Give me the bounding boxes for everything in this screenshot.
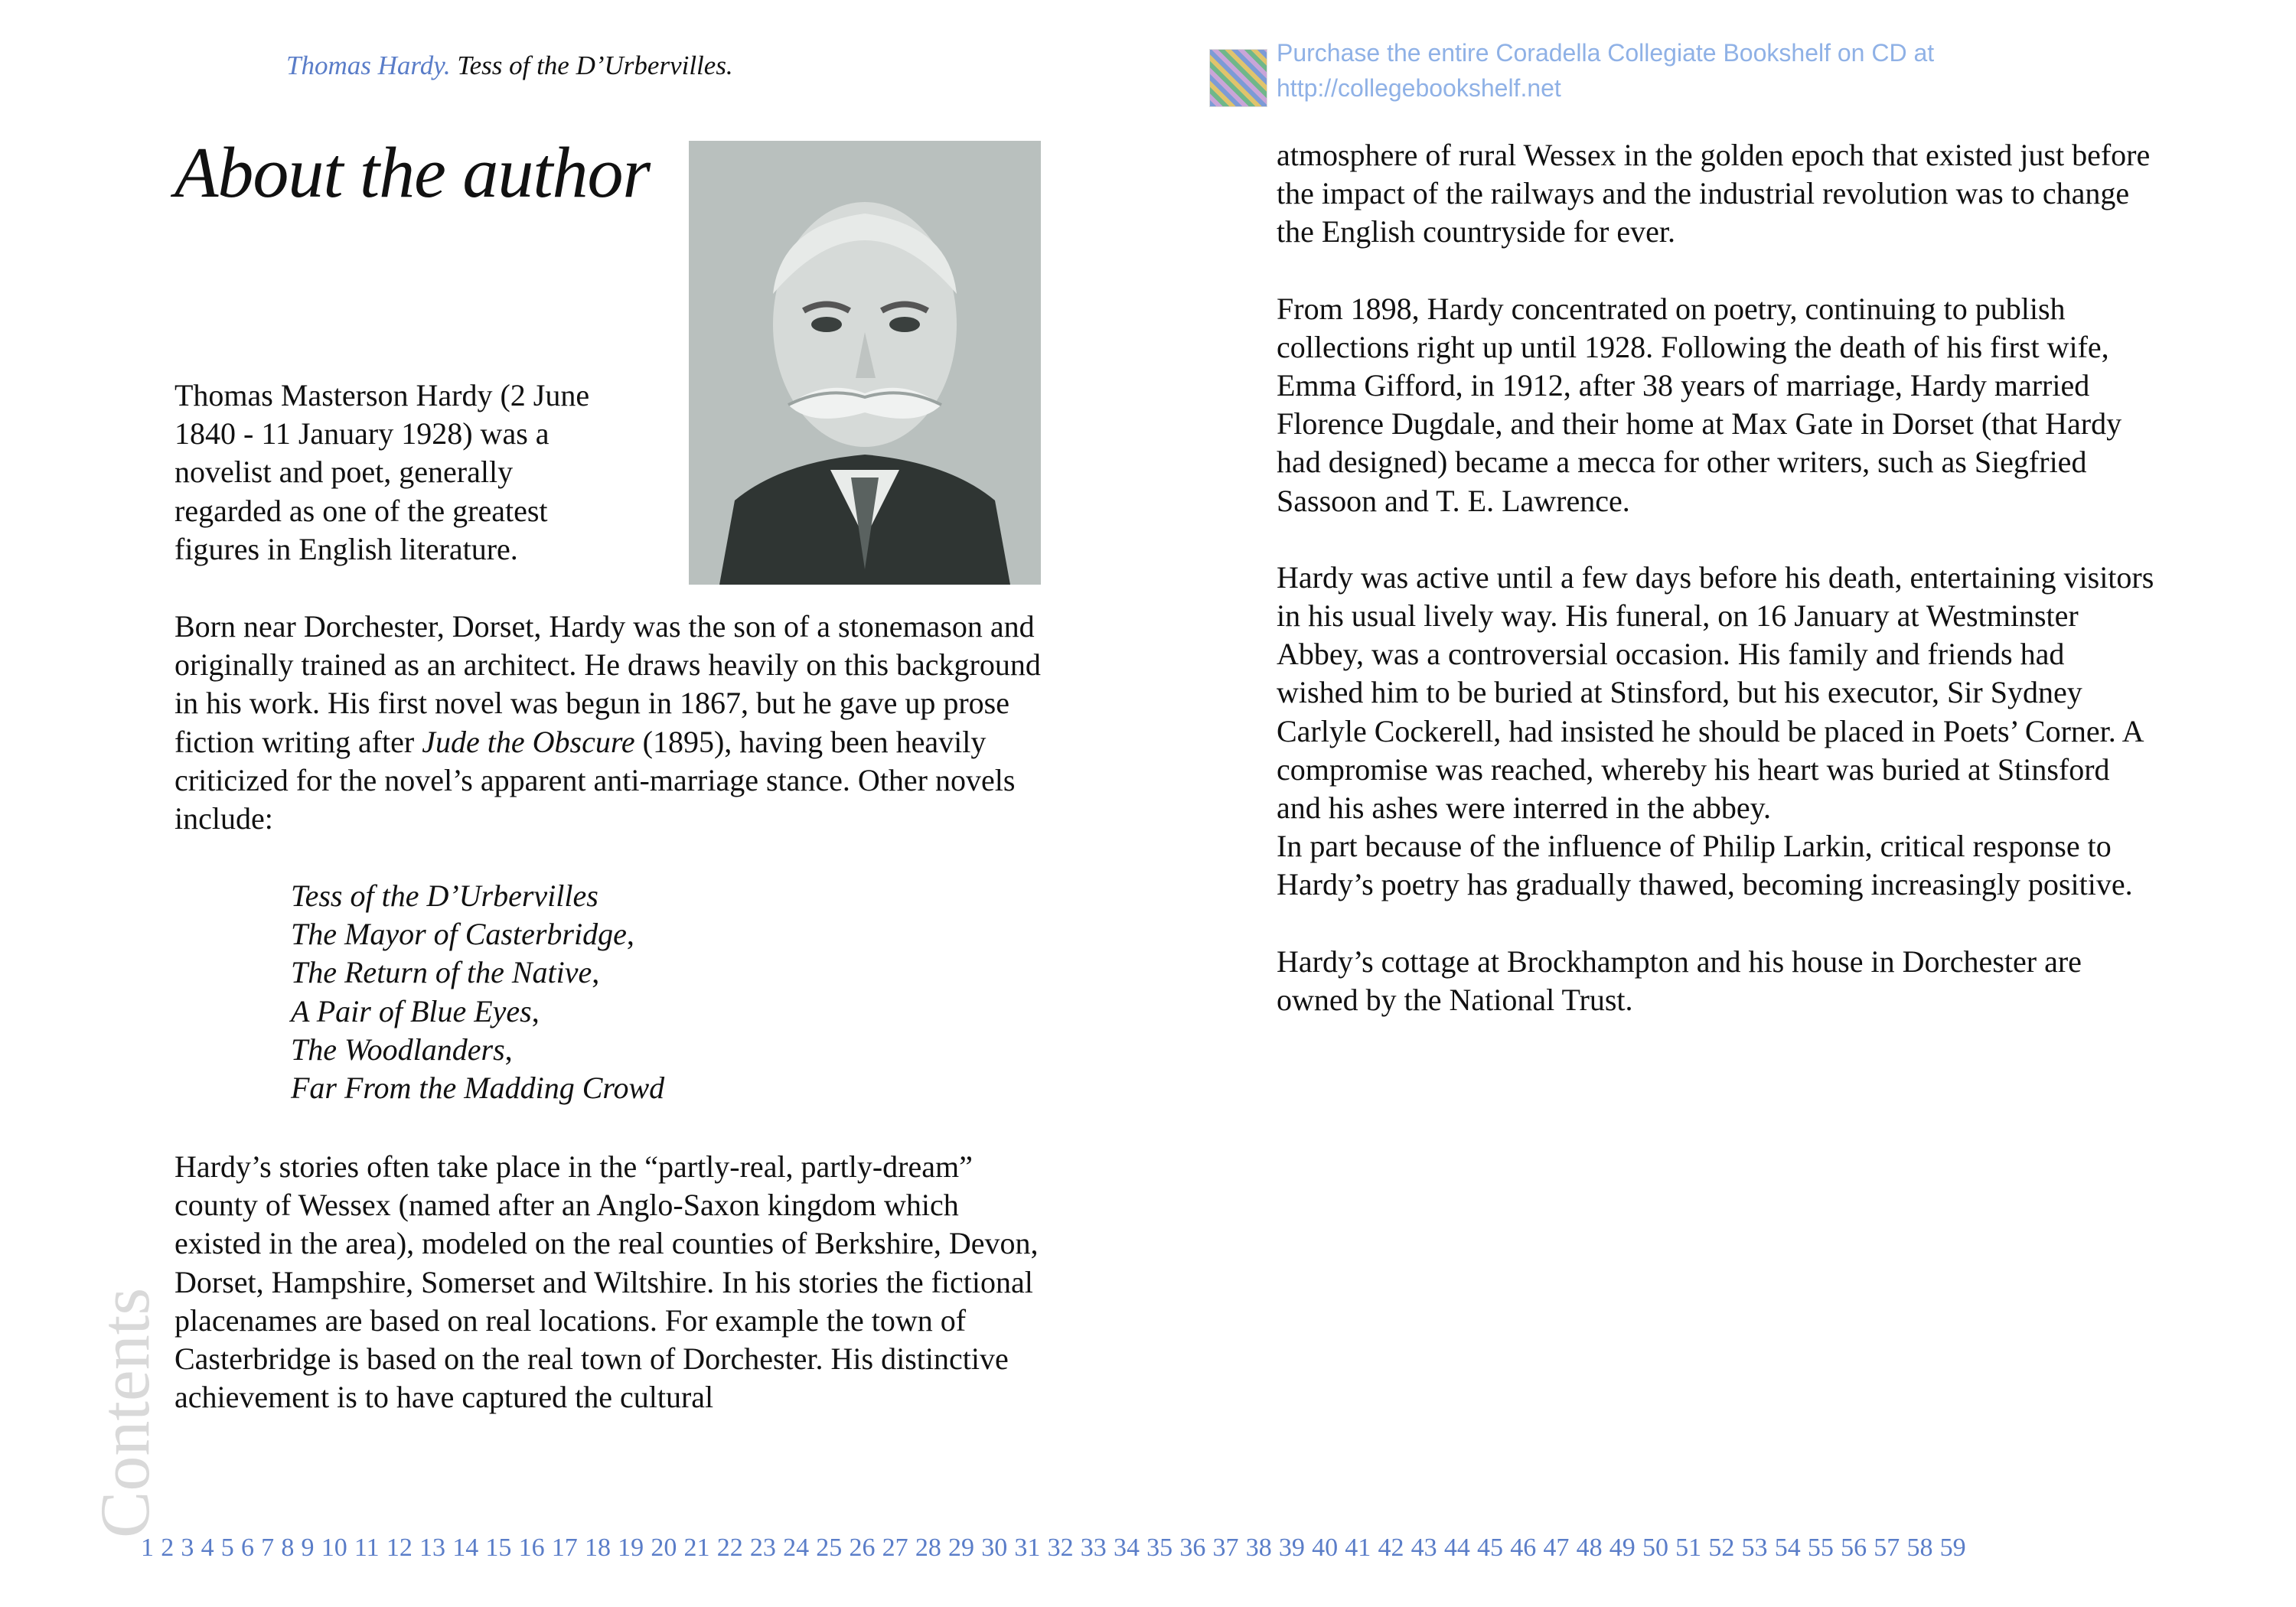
page-link[interactable]: 30 [981, 1534, 1008, 1562]
contents-tab[interactable]: Contents [86, 1287, 164, 1538]
page-link[interactable]: 57 [1874, 1534, 1900, 1562]
novel-item: The Return of the Native, [291, 955, 600, 990]
page-link[interactable]: 19 [618, 1534, 644, 1562]
page-link[interactable]: 12 [386, 1534, 413, 1562]
page-link[interactable]: 29 [948, 1534, 974, 1562]
novel-item: Tess of the D’Urbervilles [291, 878, 598, 913]
page-link[interactable]: 42 [1378, 1534, 1404, 1562]
death-paragraph: Hardy was active until a few days before his death, entertaining visitors in his usual lively way. His funeral, on 16 January at Westminster Abbey, was a controversial occasion. His family and friends had wished him to be buried at Stinsford, but his executor, Sir Sydney Carlyle Cockerell, had insisted he should be placed in Poets’ Corner. A compromise was reached, whereby his heart was buried at Stinsford and his ashes were interred in the abbey. [1277, 559, 2154, 826]
page-link[interactable]: 10 [321, 1534, 347, 1562]
page-link[interactable]: 1 [141, 1534, 154, 1562]
intro-line: Thomas Masterson Hardy (2 June [174, 378, 590, 412]
page-link[interactable]: 37 [1212, 1534, 1239, 1562]
poetry-paragraph: From 1898, Hardy concentrated on poetry, continuing to publish collections right up until 1928. Following the death of his first wife, Emma Gifford, in 1912, after 38 years of marriage, Hardy married Florence Dugdale, and their home at Max Gate in Dorset (that Hardy had designed) became a mecca for other writers, such as Siegfried Sassoon and T. E. Lawrence. [1277, 291, 2122, 518]
page-link[interactable]: 44 [1443, 1534, 1470, 1562]
page-link[interactable]: 40 [1312, 1534, 1339, 1562]
jude-title: Jude the Obscure [422, 724, 635, 759]
page-link[interactable]: 24 [783, 1534, 810, 1562]
continued-paragraph: atmosphere of rural Wessex in the golden epoch that existed just before the impact of the railways and the industrial revolution was to change the English countryside for ever. [1277, 138, 2151, 249]
novels-list [291, 877, 664, 1107]
intro-paragraph [174, 376, 680, 569]
page-link[interactable]: 46 [1510, 1534, 1537, 1562]
biography-text: Born near Dorchester, Dorset, Hardy was the son of a stonemason and originally trained as an architect. He draws heavily on this background in his work. His first novel was begun in 1867, but he gave up prose fiction writing after [174, 609, 1041, 759]
page-link[interactable]: 32 [1047, 1534, 1074, 1562]
page-link[interactable]: 53 [1741, 1534, 1768, 1562]
larkin-paragraph: In part because of the influence of Philip Larkin, critical response to Hardy’s poetry has gradually thawed, becoming increasingly positive. [1277, 829, 2133, 902]
promo-line-1[interactable]: Purchase the entire Coradella Collegiate Bookshelf on CD at [1277, 39, 1935, 67]
page-link[interactable]: 49 [1609, 1534, 1636, 1562]
page-link[interactable]: 38 [1245, 1534, 1272, 1562]
page-link[interactable]: 23 [749, 1534, 776, 1562]
page-link[interactable]: 50 [1642, 1534, 1668, 1562]
page-link[interactable]: 36 [1179, 1534, 1206, 1562]
page-navigation [141, 1534, 1973, 1563]
page-link[interactable]: 9 [301, 1534, 315, 1562]
page-link[interactable]: 39 [1278, 1534, 1305, 1562]
cd-thumbnail-image[interactable] [1209, 49, 1267, 107]
page-title: About the author [174, 133, 651, 213]
header-author[interactable]: Thomas Hardy. [286, 51, 451, 80]
page-link[interactable]: 27 [882, 1534, 908, 1562]
promo-url[interactable]: http://collegebookshelf.net [1277, 74, 1561, 102]
wessex-text: Hardy’s stories often take place in the “partly-real, partly-dream” county of Wessex (named after an Anglo-Saxon kingdom which existed in the area), modeled on the real counties of Berkshire, Devon, Dorset, Hampshire, Somerset and Wiltshire. In his stories the fictional placenames are based on real locations. For example the town of Casterbridge is based on the real town of Dorchester. His distinctive achievement is to have captured the cultural [174, 1149, 1039, 1415]
page-link[interactable]: 17 [551, 1534, 578, 1562]
biography-text-cont: (1895), having been heavily criticized for the novel’s apparent anti-marriage stance. Other novels include: [174, 724, 1016, 836]
page-link[interactable]: 28 [915, 1534, 941, 1562]
biography-paragraph [174, 608, 1047, 838]
page-link[interactable]: 16 [518, 1534, 545, 1562]
page-link[interactable]: 48 [1576, 1534, 1603, 1562]
page-link[interactable]: 7 [261, 1534, 275, 1562]
page-link[interactable]: 5 [220, 1534, 234, 1562]
page-link[interactable]: 33 [1080, 1534, 1107, 1562]
page-link[interactable]: 4 [201, 1534, 214, 1562]
page-link[interactable]: 52 [1708, 1534, 1735, 1562]
trust-paragraph: Hardy’s cottage at Brockhampton and his house in Dorchester are owned by the National Trust. [1277, 944, 2082, 1017]
novel-item: Far From the Madding Crowd [291, 1071, 665, 1106]
page-link[interactable]: 43 [1411, 1534, 1437, 1562]
header-book-title: Tess of the D’Urbervilles. [457, 51, 733, 80]
page-link[interactable]: 58 [1906, 1534, 1933, 1562]
page-link[interactable]: 59 [1939, 1534, 1966, 1562]
intro-line: novelist and poet, generally [174, 455, 514, 490]
page-link[interactable]: 55 [1807, 1534, 1834, 1562]
page-link[interactable]: 25 [816, 1534, 843, 1562]
page-link[interactable]: 45 [1477, 1534, 1503, 1562]
portrait-illustration [689, 141, 1041, 585]
page-link[interactable]: 51 [1675, 1534, 1702, 1562]
page-link[interactable]: 54 [1774, 1534, 1801, 1562]
page-link[interactable]: 41 [1345, 1534, 1371, 1562]
page-link[interactable]: 18 [584, 1534, 611, 1562]
page-link[interactable]: 22 [716, 1534, 743, 1562]
page-link[interactable]: 34 [1113, 1534, 1140, 1562]
novel-item: The Mayor of Casterbridge, [291, 917, 634, 952]
page-link[interactable]: 2 [161, 1534, 174, 1562]
page-link[interactable]: 26 [849, 1534, 876, 1562]
page-link[interactable]: 47 [1543, 1534, 1570, 1562]
intro-line: 1840 - 11 January 1928) was a [174, 416, 550, 451]
wessex-paragraph [174, 1148, 1047, 1416]
novel-item: The Woodlanders, [291, 1032, 513, 1067]
page-link[interactable]: 13 [419, 1534, 445, 1562]
intro-line: figures in English literature. [174, 531, 518, 566]
page-link[interactable]: 31 [1014, 1534, 1041, 1562]
page-link[interactable]: 6 [240, 1534, 254, 1562]
page-link[interactable]: 3 [181, 1534, 194, 1562]
page-link[interactable]: 35 [1146, 1534, 1173, 1562]
intro-line: regarded as one of the greatest [174, 493, 548, 528]
page-link[interactable]: 20 [651, 1534, 677, 1562]
page-link[interactable]: 56 [1841, 1534, 1867, 1562]
page-link[interactable]: 15 [485, 1534, 512, 1562]
author-portrait [689, 141, 1041, 585]
promo-link[interactable] [1277, 35, 1934, 106]
page-link[interactable]: 11 [354, 1534, 380, 1562]
novel-item: A Pair of Blue Eyes, [291, 993, 540, 1028]
running-header [286, 51, 733, 81]
right-column [1277, 136, 2157, 1019]
page-link[interactable]: 21 [683, 1534, 710, 1562]
page-link[interactable]: 8 [281, 1534, 295, 1562]
page-link[interactable]: 14 [452, 1534, 479, 1562]
